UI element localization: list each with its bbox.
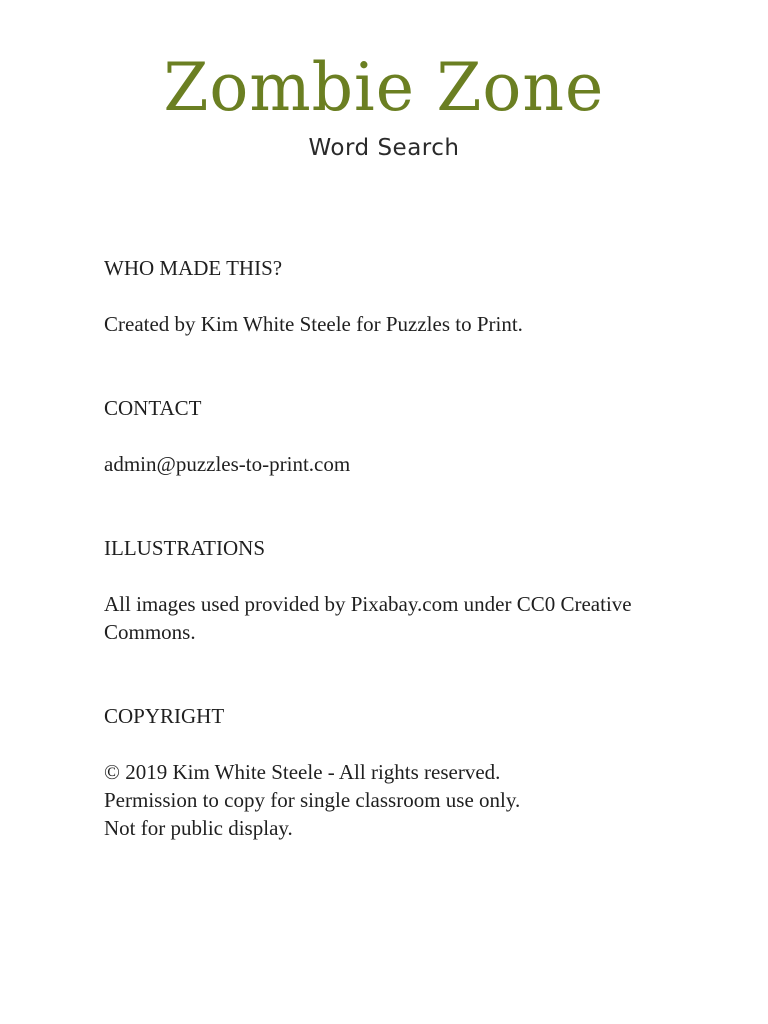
section-heading: ILLUSTRATIONS	[104, 536, 265, 560]
body-line: Permission to copy for single classroom use only.	[104, 788, 521, 812]
title-block	[0, 50, 768, 162]
credits-content	[104, 254, 704, 842]
body-line: Not for public display.	[104, 816, 293, 840]
body-line: © 2019 Kim White Steele - All rights reserved.	[104, 760, 501, 784]
section-heading: WHO MADE THIS?	[104, 256, 283, 280]
section-contact	[104, 394, 704, 478]
section-body	[104, 758, 704, 842]
email-link[interactable]: admin@puzzles-to-print.com	[104, 452, 351, 476]
section-illustrations	[104, 534, 704, 646]
section-body	[104, 590, 704, 646]
body-line: All images used provided by Pixabay.com under CC0 Creative	[104, 592, 632, 616]
section-copyright	[104, 702, 704, 842]
section-body	[104, 310, 704, 338]
section-gap	[104, 478, 704, 534]
body-line: Commons.	[104, 620, 196, 644]
section-who-made-this	[104, 254, 704, 338]
section-heading: COPYRIGHT	[104, 704, 225, 728]
subtitle: Word Search	[308, 135, 460, 161]
section-gap	[104, 338, 704, 394]
section-gap	[104, 646, 704, 702]
section-heading: CONTACT	[104, 396, 202, 420]
main-title: Zombie Zone	[163, 49, 605, 126]
body-line: Created by Kim White Steele for Puzzles to Print.	[104, 312, 523, 336]
section-body	[104, 450, 704, 478]
